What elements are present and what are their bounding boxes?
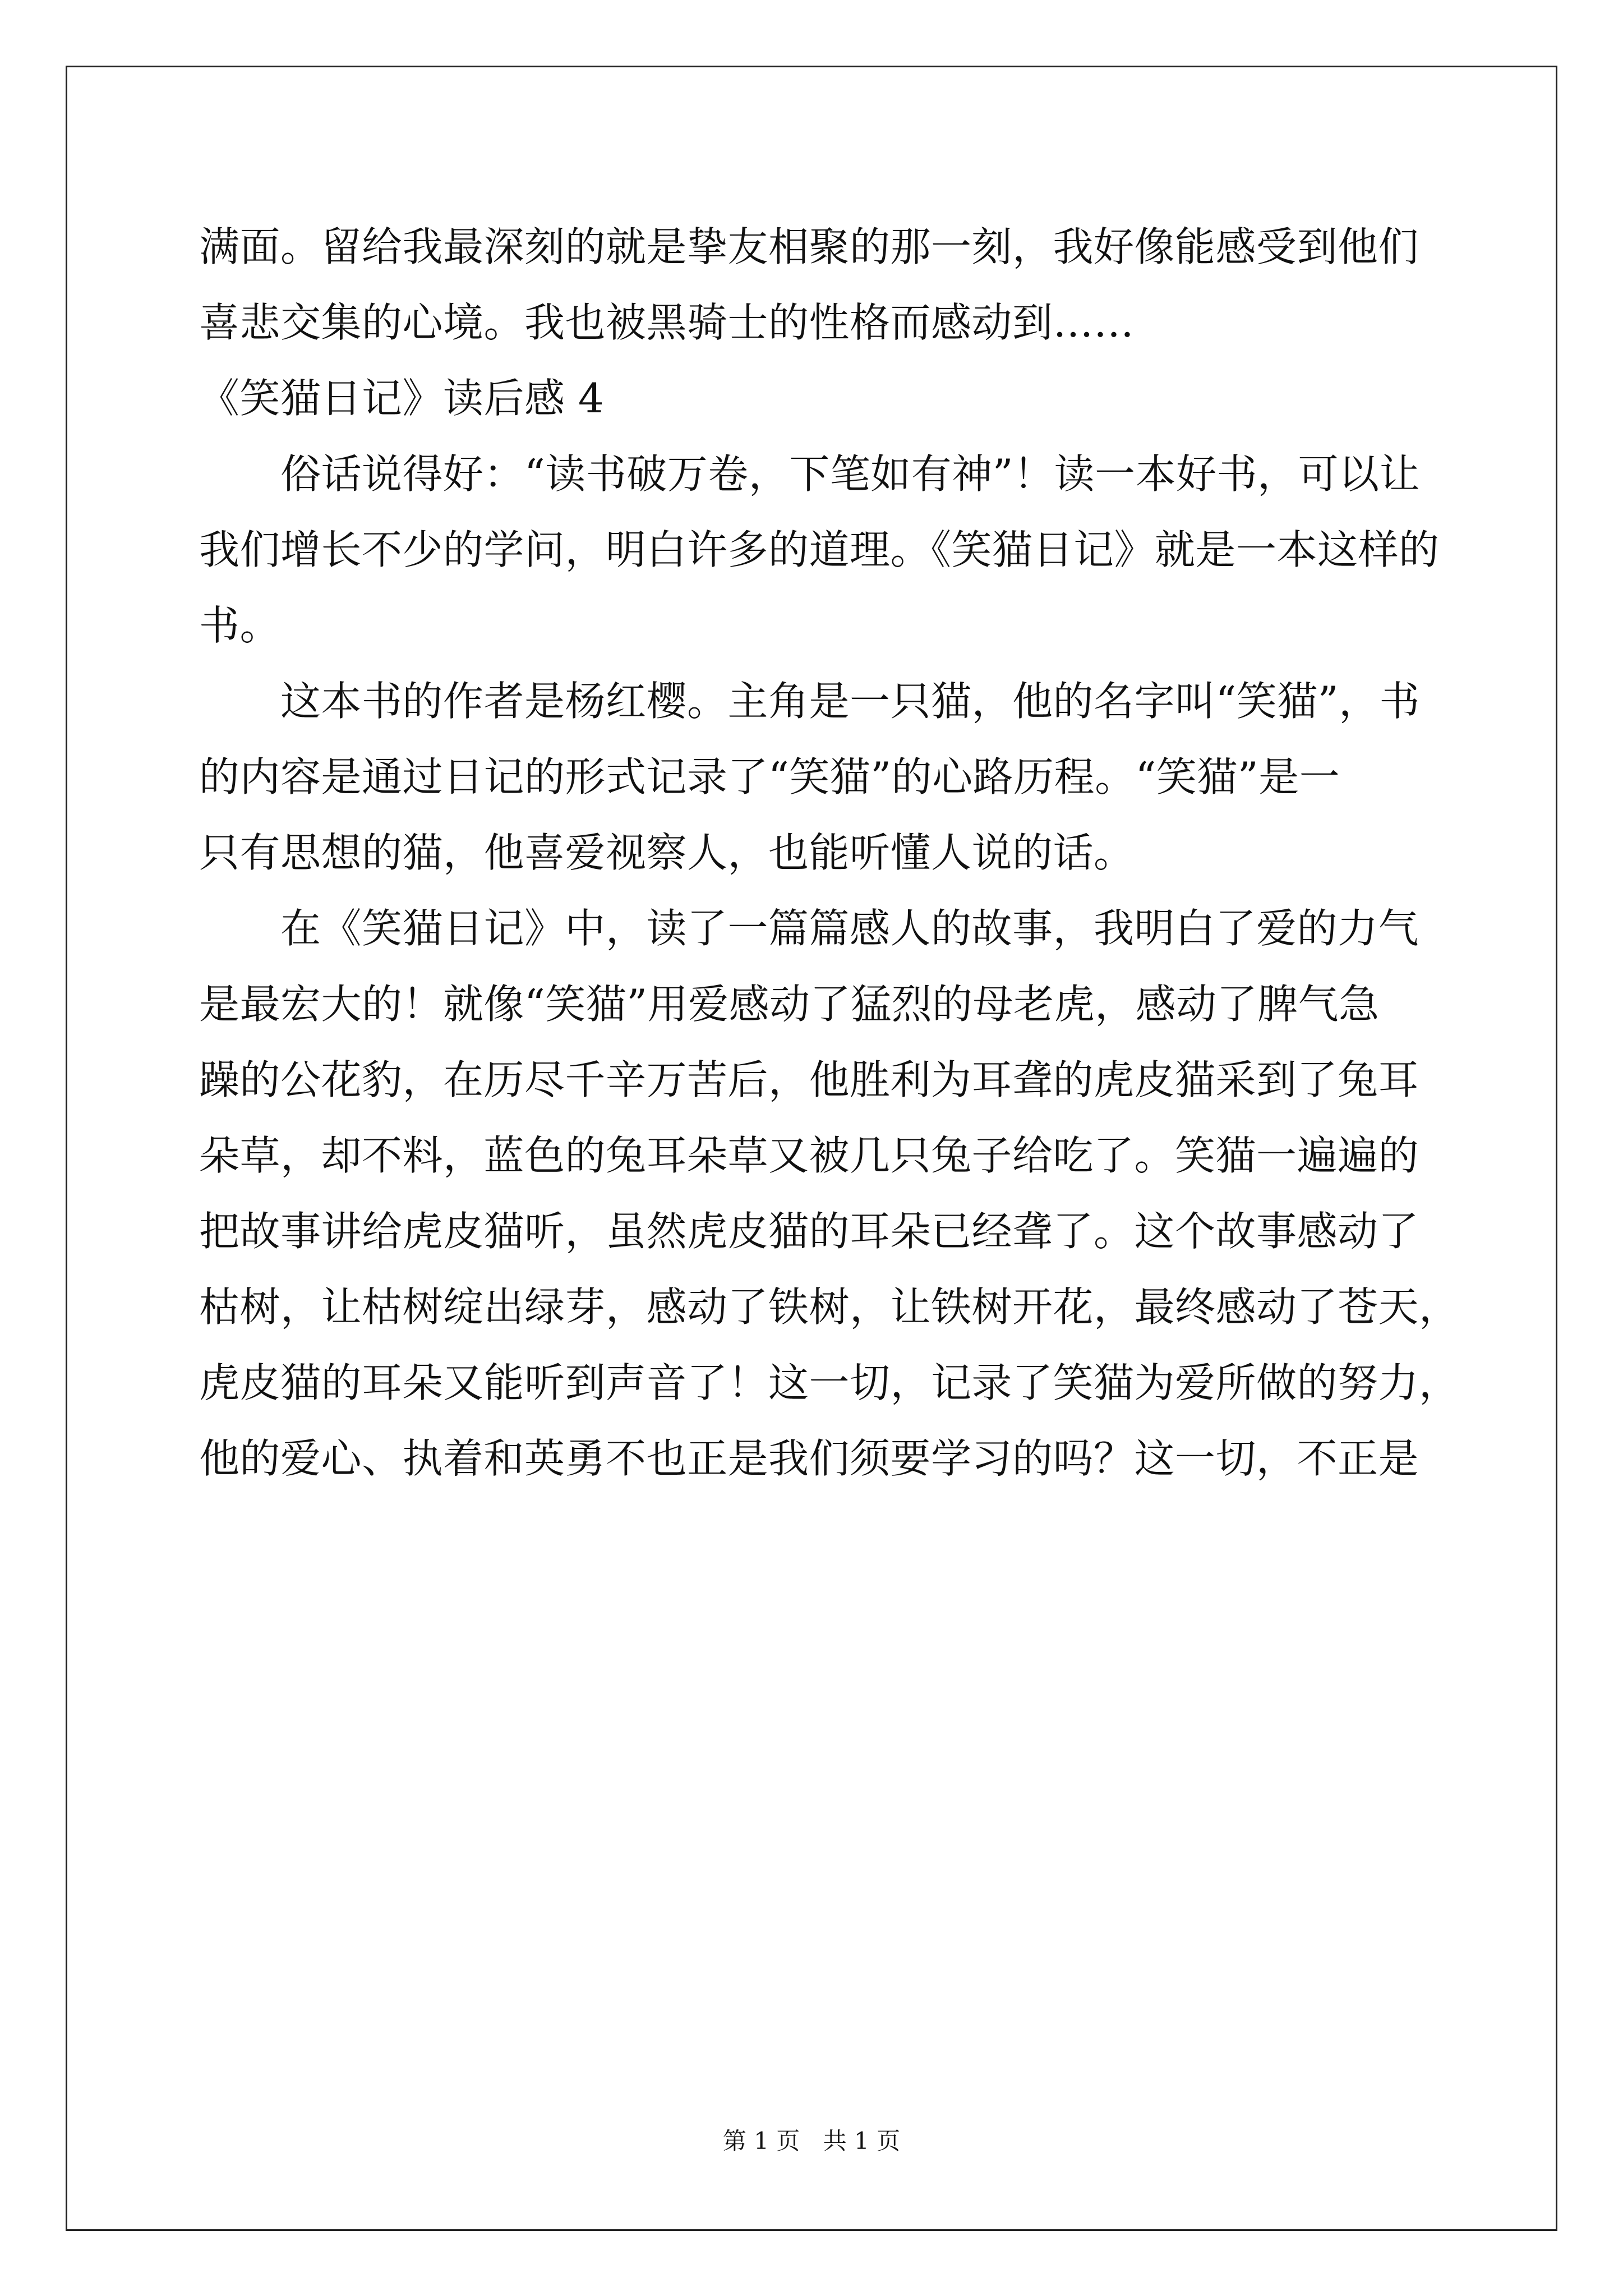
text-line: 是最宏大的！就像“笑猫”用爱感动了猛烈的母老虎，感动了脾气急: [199, 981, 1380, 1028]
text-line: 把故事讲给虎皮猫听，虽然虎皮猫的耳朵已经聋了。这个故事感动了: [199, 1208, 1419, 1255]
text-line: 他的爱心、执着和英勇不也正是我们须要学习的吗？这一切，不正是: [199, 1435, 1419, 1482]
text-line: 朵草，却不料，蓝色的兔耳朵草又被几只兔子给吃了。笑猫一遍遍的: [199, 1132, 1419, 1179]
page-footer: [0, 2127, 1623, 2155]
text-line: 只有思想的猫，他喜爱视察人，也能听懂人说的话。: [199, 829, 1135, 876]
text-line: 的内容是通过日记的形式记录了“笑猫”的心路历程。“笑猫”是一: [199, 753, 1340, 800]
text-line: 枯树，让枯树绽出绿芽，感动了铁树，让铁树开花，最终感动了苍天，: [199, 1283, 1460, 1331]
text-line: 满面。留给我最深刻的就是挚友相聚的那一刻，我好像能感受到他们: [199, 223, 1419, 270]
page-total: 共 1 页: [823, 2127, 901, 2155]
text-line: 虎皮猫的耳朵又能听到声音了！这一切，记录了笑猫为爱所做的努力，: [199, 1359, 1460, 1406]
text-line: 躁的公花豹，在历尽千辛万苦后，他胜利为耳聋的虎皮猫采到了兔耳: [199, 1056, 1419, 1103]
section-heading: 《笑猫日记》读后感 4: [199, 375, 605, 422]
text-line: 书。: [199, 602, 281, 649]
paragraph-start-line: 在《笑猫日记》中，读了一篇篇感人的故事，我明白了爱的力气: [280, 905, 1419, 952]
page-number: 第 1 页: [722, 2127, 800, 2155]
paragraph-start-line: 这本书的作者是杨红樱。主角是一只猫，他的名字叫“笑猫”，书: [280, 678, 1421, 725]
text-line: 喜悲交集的心境。我也被黑骑士的性格而感动到……: [199, 299, 1135, 346]
text-line: 我们增长不少的学问，明白许多的道理。《笑猫日记》就是一本这样的: [199, 526, 1440, 573]
paragraph-start-line: 俗话说得好：“读书破万卷，下笔如有神”！读一本好书，可以让: [280, 450, 1421, 498]
